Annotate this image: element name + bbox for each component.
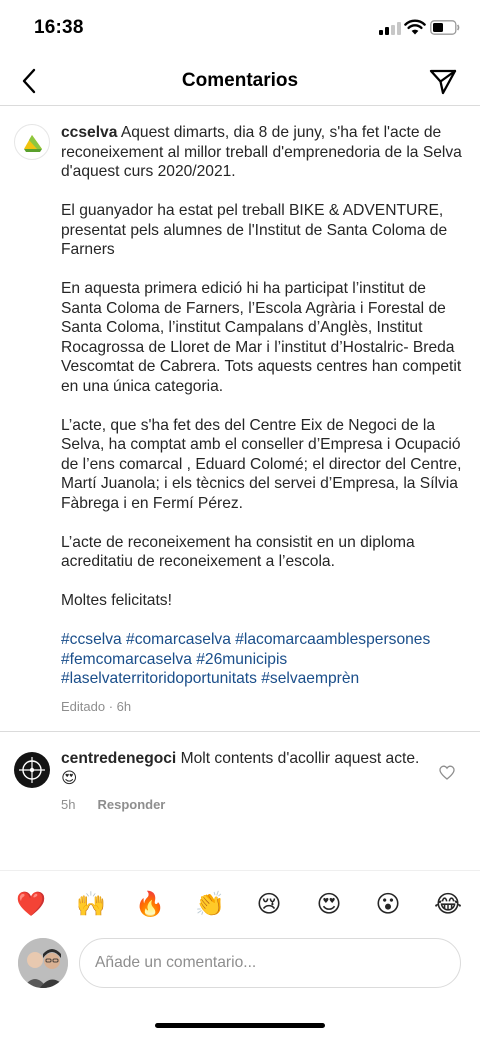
add-comment-bar	[0, 934, 480, 994]
wifi-icon	[404, 19, 426, 35]
comment-input[interactable]	[79, 938, 461, 988]
ccselva-logo-icon	[15, 125, 50, 160]
emoji-raising-hands-button[interactable]: 🙌	[76, 890, 106, 918]
avatar[interactable]	[14, 752, 50, 788]
comment-item	[0, 732, 480, 852]
crosshair-logo-icon	[14, 752, 50, 788]
comment-time: 5h	[61, 797, 76, 812]
send-icon[interactable]	[428, 66, 458, 96]
status-bar	[0, 0, 480, 56]
hashtag-link[interactable]: #26municipis	[196, 650, 288, 668]
hashtag-link[interactable]: #ccselva	[61, 631, 122, 648]
heart-eyes-emoji: 😍	[61, 768, 78, 787]
emoji-reaction-bar	[0, 870, 480, 934]
caption-paragraph: ccselva Aquest dimarts, dia 8 de juny, s'ha fet l'acte de reconeixement al millor treball d'emprenedoria de la Selva d'aquest curs 2020/2021.	[61, 124, 462, 180]
caption-paragraph: En aquesta primera edició hi ha participat l’institut de Santa Coloma de Farners, l’Escola Agrària i Forestal de Santa Coloma, l’institut Campalans d’Anglès, Institut Rocagrossa de Lloret de Mar i l’institut d’Hostalric- Breda Vescomtat de Cabrera. Tots aquests centres han competit en una única categoria.	[61, 280, 462, 395]
comment-username[interactable]: centredenegoci	[61, 750, 177, 767]
hashtag-link[interactable]: #comarcaselva	[126, 631, 231, 648]
emoji-laughing-button[interactable]: 😂	[433, 890, 463, 918]
emoji-heart-button[interactable]: ❤️	[16, 890, 46, 918]
emoji-crying-button[interactable]: 😢	[256, 890, 282, 918]
caption-username[interactable]: ccselva	[61, 124, 118, 141]
reply-button[interactable]: Responder	[97, 797, 166, 812]
hashtag-link[interactable]: #lacomarcaamblespersones	[235, 631, 431, 648]
home-indicator	[155, 1023, 325, 1028]
user-avatar[interactable]	[18, 938, 68, 988]
battery-icon	[430, 20, 460, 35]
edited-label: Editado · 6h	[61, 699, 132, 714]
emoji-heart-eyes-button[interactable]: 😍	[316, 890, 342, 918]
emoji-clapping-button[interactable]: 👏	[195, 890, 225, 918]
emoji-surprised-button[interactable]: 😮	[375, 890, 401, 918]
avatar[interactable]	[14, 124, 50, 160]
heart-outline-icon[interactable]	[439, 765, 455, 780]
hashtag-list	[61, 630, 465, 689]
caption-text	[61, 123, 465, 708]
hashtag-link[interactable]: #laselvaterritoridoportunitats	[61, 670, 257, 687]
caption-paragraph: L’acte, que s'ha fet des del Centre Eix de Negoci de la Selva, ha comptat amb el conseller d’Empresa i Ocupació de l’ens comarcal , Eduard Colomé; el director del Centre, Martí Juanola; i els tècnics del servei d’Empresa, la Sílvia Fàbrega i en Fermí Pérez.	[61, 416, 462, 512]
caption-paragraph: Moltes felicitats!	[61, 592, 172, 609]
page-title: Comentarios	[181, 70, 299, 91]
hashtag-link[interactable]: #femcomarcaselva	[61, 650, 192, 668]
status-time: 16:38	[34, 17, 84, 38]
hashtag-link[interactable]: #selvaemprèn	[261, 670, 360, 687]
emoji-fire-button[interactable]: 🔥	[135, 890, 165, 918]
caption-paragraph: El guanyador ha estat pel treball BIKE & ADVENTURE, presentat pels alumnes de l'Institut de Santa Coloma de Farners	[61, 202, 448, 258]
cellular-signal-icon	[379, 22, 401, 35]
header	[0, 56, 480, 106]
comment-meta	[61, 797, 165, 812]
comment-text: centredenegoci Molt contents d'acollir aquest acte. 😍	[61, 750, 420, 787]
post-caption	[0, 106, 480, 732]
profile-photo-icon	[18, 938, 68, 988]
caption-paragraph: L’acte de reconeixement ha consistit en un diploma acreditatiu de reconeixement a l’escola.	[61, 533, 415, 570]
